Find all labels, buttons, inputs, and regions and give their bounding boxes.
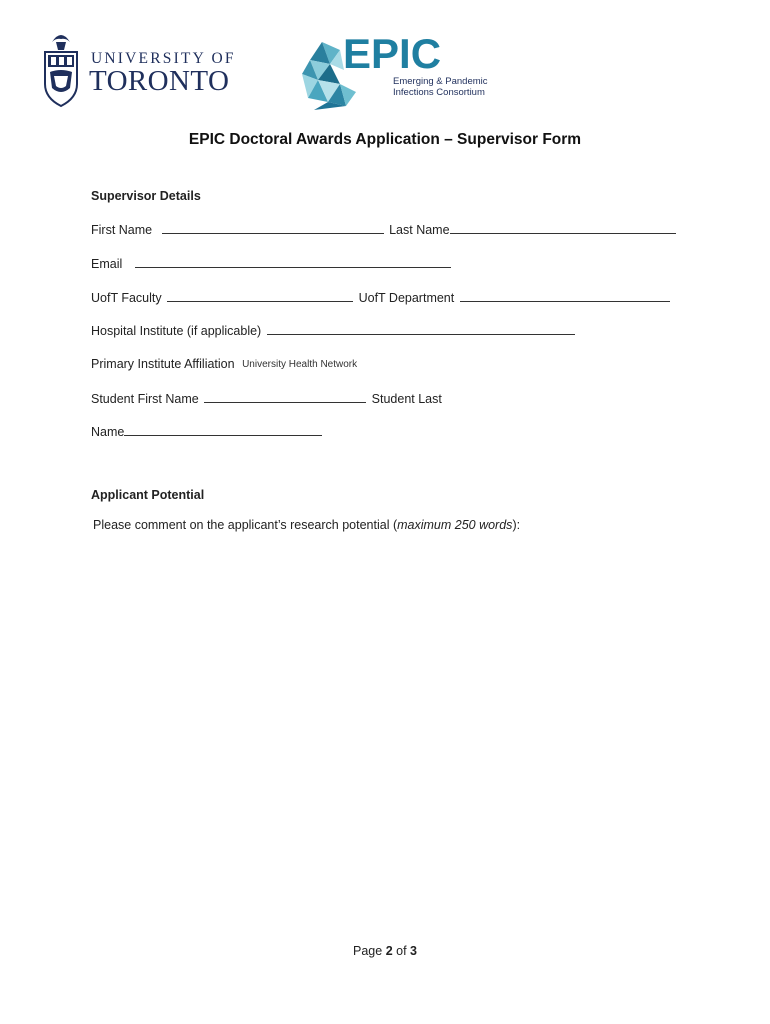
applicant-section-heading: Applicant Potential: [91, 488, 205, 502]
primary-affiliation-value[interactable]: University Health Network: [242, 359, 358, 370]
hospital-field[interactable]: [267, 323, 575, 335]
epic-logo-subtitle: [393, 76, 488, 98]
comment-area[interactable]: [91, 545, 681, 925]
page-current: 2: [385, 944, 393, 958]
form-title: EPIC Doctoral Awards Application – Supervisor Form: [188, 131, 582, 148]
last-name-field[interactable]: [450, 222, 676, 234]
comment-prompt: [93, 518, 520, 532]
epic-logo-subtitle-line1: Emerging & Pandemic: [393, 76, 488, 87]
name-row: [91, 222, 678, 237]
faculty-label: UofT Faculty: [91, 291, 162, 305]
uoft-logo-line1: UNIVERSITY OF: [91, 50, 236, 67]
email-label: Email: [91, 257, 123, 271]
page-total: 3: [410, 944, 417, 958]
email-field[interactable]: [135, 256, 451, 268]
department-field[interactable]: [460, 290, 670, 302]
first-name-label: First Name: [91, 223, 153, 237]
comment-prompt-limit: maximum 250 words: [397, 518, 513, 532]
student-last-name-field[interactable]: [124, 424, 322, 436]
email-row: [91, 256, 453, 271]
student-last-label: Student Last: [371, 392, 442, 406]
comment-prompt-text: Please comment on the applicant’s research potential (: [93, 518, 398, 532]
page-of: of: [392, 944, 411, 958]
comment-prompt-end: ):: [512, 518, 521, 532]
student-name-label: Name: [91, 425, 125, 439]
student-first-name-field[interactable]: [204, 391, 366, 403]
hospital-row: [91, 323, 577, 338]
supervisor-section-heading: Supervisor Details: [91, 189, 201, 203]
primary-affiliation-label: Primary Institute Affiliation: [91, 357, 235, 371]
uoft-crest-icon: [42, 28, 80, 108]
student-last-name-row: [91, 424, 324, 439]
first-name-field[interactable]: [162, 222, 384, 234]
uoft-logo-line2: TORONTO: [89, 65, 230, 97]
hospital-label: Hospital Institute (if applicable): [91, 324, 262, 338]
epic-logo-word: EPIC: [343, 30, 442, 77]
student-name-row: [91, 391, 442, 406]
page-number: [0, 944, 770, 958]
epic-logo-subtitle-line2: Infections Consortium: [393, 87, 485, 98]
faculty-field[interactable]: [167, 290, 353, 302]
department-label: UofT Department: [358, 291, 455, 305]
student-first-name-label: Student First Name: [91, 392, 199, 406]
affiliation-row: [91, 357, 357, 371]
page-prefix: Page: [353, 944, 386, 958]
last-name-label: Last Name: [389, 223, 450, 237]
faculty-row: [91, 290, 672, 305]
